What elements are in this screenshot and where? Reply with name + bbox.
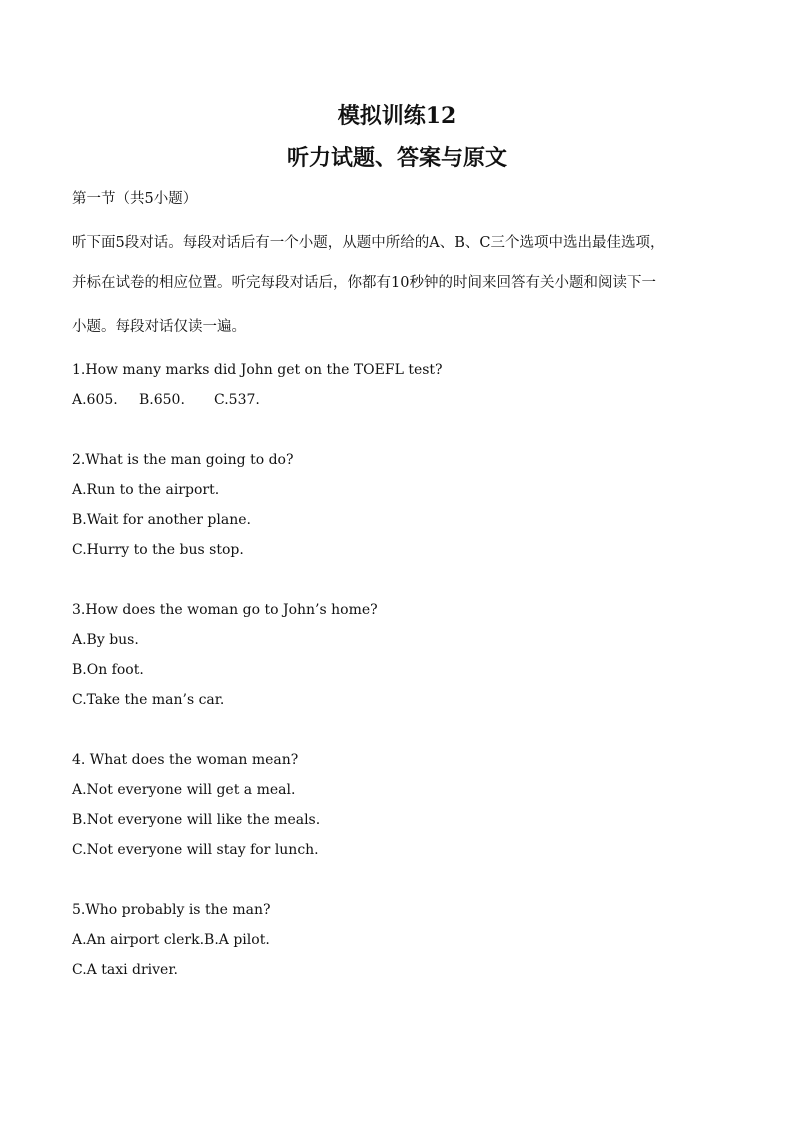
option-ab: A.An airport clerk.B.A pilot. [72, 932, 270, 948]
option-b: B.Wait for another plane. [72, 512, 251, 528]
page-title: 模拟训练12 [337, 103, 457, 129]
question-text: 2.What is the man going to do? [72, 452, 294, 468]
option-c: C.Not everyone will stay for lunch. [72, 842, 319, 858]
question-text: 4. What does the woman mean? [72, 752, 299, 768]
page-subtitle: 听力试题、答案与原文 [286, 145, 507, 171]
option-c: C.A taxi driver. [72, 962, 178, 978]
option-c: C.Hurry to the bus stop. [72, 542, 244, 558]
question-text: 3.How does the woman go to John’s home? [72, 602, 378, 618]
option-a: A.Not everyone will get a meal. [72, 782, 296, 798]
option-a: A.Run to the airport. [72, 482, 220, 498]
option-row [72, 390, 732, 410]
option-c: C.Take the man’s car. [72, 692, 225, 708]
option-a: A.605. [72, 392, 118, 408]
option-b: B.On foot. [72, 662, 144, 678]
instruction-line: 听下面5段对话。每段对话后有一个小题，从题中所给的A、B、C三个选项中选出最佳选项， [72, 235, 665, 251]
instruction-line: 小题。每段对话仅读一遍。 [72, 319, 246, 335]
option-b: B.Not everyone will like the meals. [72, 812, 321, 828]
instruction-line: 并标在试卷的相应位置。听完每段对话后，你都有10秒钟的时间来回答有关小题和阅读下一 [72, 275, 656, 291]
question-text: 1.How many marks did John get on the TOEFL test? [72, 362, 443, 378]
option-c: C.537. [214, 392, 260, 408]
section-heading: 第一节（共5小题） [72, 191, 198, 207]
question-text: 5.Who probably is the man? [72, 902, 271, 918]
option-a: A.By bus. [72, 632, 139, 648]
option-b: B.650. [139, 392, 185, 408]
